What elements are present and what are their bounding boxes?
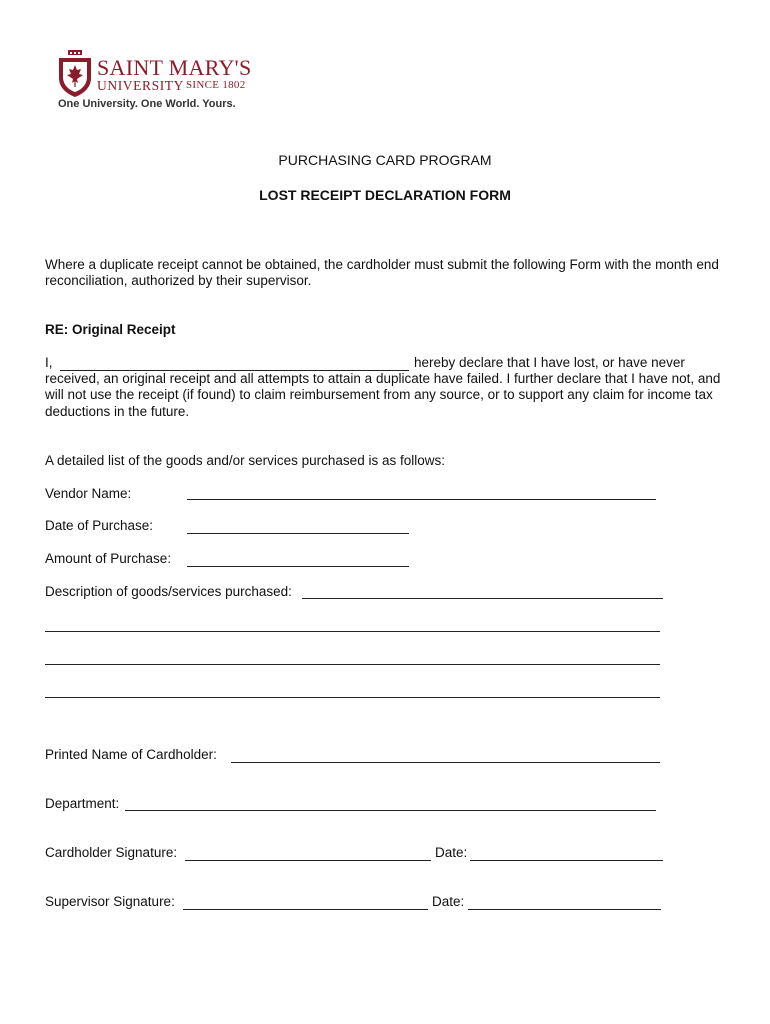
re-heading: RE: Original Receipt <box>45 322 176 337</box>
list-intro: A detailed list of the goods and/or services purchased is as follows: <box>45 453 445 468</box>
form-title: LOST RECEIPT DECLARATION FORM <box>259 187 511 203</box>
declaration-text: received, an original receipt and all attempts to attain a duplicate have failed. I further declare that I have not, and will not use the receipt (if found) to claim reimbursement from any source, or to support any claim for income tax deductions in the future. <box>45 371 721 419</box>
declaration-line1-suffix: hereby declare that I have lost, or have never <box>414 355 685 370</box>
vendor-name-label: Vendor Name: <box>45 486 132 501</box>
logo-university-name: SAINT MARY'S <box>97 55 252 80</box>
amount-of-purchase-blank[interactable] <box>187 566 409 567</box>
department-label: Department: <box>45 796 120 811</box>
vendor-name-blank[interactable] <box>187 499 656 500</box>
cardholder-signature-label: Cardholder Signature: <box>45 845 178 860</box>
declaration-prefix: I, <box>45 355 53 370</box>
cardholder-date-blank[interactable] <box>470 860 663 861</box>
supervisor-signature-blank[interactable] <box>183 909 428 910</box>
description-line-4[interactable] <box>45 697 660 698</box>
description-line-2[interactable] <box>45 631 660 632</box>
printed-name-label: Printed Name of Cardholder: <box>45 747 217 762</box>
date-of-purchase-blank[interactable] <box>187 533 409 534</box>
logo-since: SINCE 1802 <box>186 79 246 91</box>
department-blank[interactable] <box>125 810 656 811</box>
logo-university-word: UNIVERSITY <box>97 78 184 93</box>
cardholder-signature-blank[interactable] <box>185 860 431 861</box>
supervisor-date-label: Date: <box>432 894 465 909</box>
supervisor-date-blank[interactable] <box>468 909 661 910</box>
logo-tagline: One University. One World. Yours. <box>58 98 236 110</box>
cardholder-date-label: Date: <box>435 845 468 860</box>
intro-paragraph: Where a duplicate receipt cannot be obtained, the cardholder must submit the following Form with the month end reconciliation, authorized by their supervisor. <box>45 257 719 289</box>
date-of-purchase-label: Date of Purchase: <box>45 518 154 533</box>
crest-icon <box>56 50 94 100</box>
description-line-3[interactable] <box>45 664 660 665</box>
printed-name-blank[interactable] <box>231 762 660 763</box>
university-logo <box>56 46 256 116</box>
description-blank[interactable] <box>302 598 663 599</box>
amount-of-purchase-label: Amount of Purchase: <box>45 551 172 566</box>
supervisor-signature-label: Supervisor Signature: <box>45 894 175 909</box>
description-label: Description of goods/services purchased: <box>45 584 292 599</box>
program-title: PURCHASING CARD PROGRAM <box>278 152 492 168</box>
